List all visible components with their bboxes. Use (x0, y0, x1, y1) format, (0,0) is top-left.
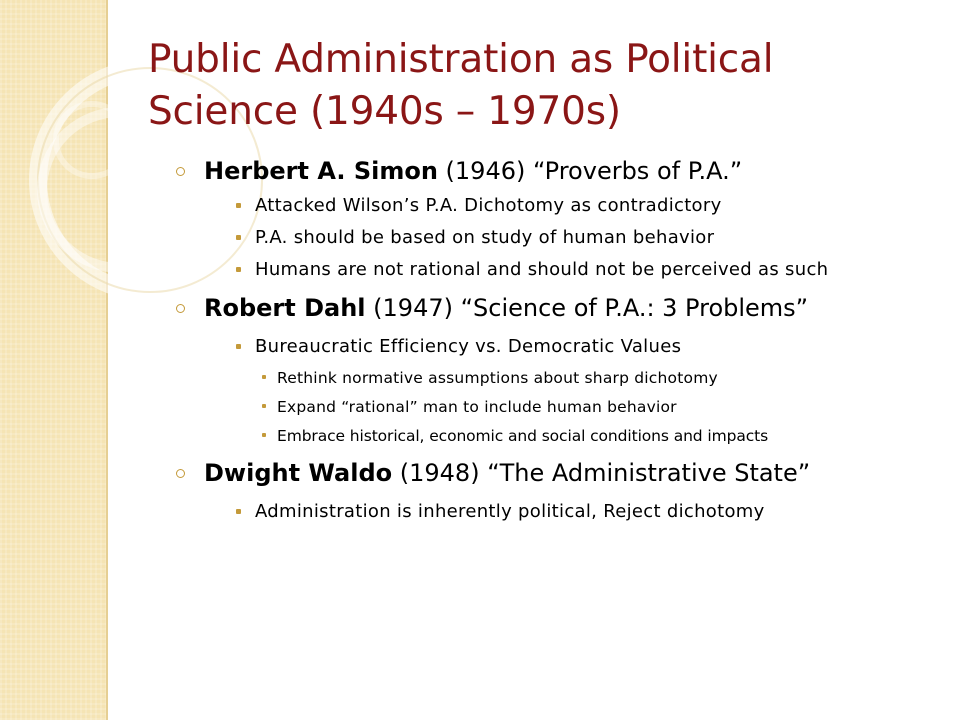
slide-body (150, 158, 930, 533)
list-item (150, 227, 930, 249)
bullet-icon (236, 344, 241, 349)
sub-list-item-text: Rethink normative assumptions about sharp dichotomy (277, 369, 718, 387)
section-name: Herbert A. Simon (204, 157, 438, 185)
section-subtitle: (1948) “The Administrative State” (392, 459, 811, 487)
list-item (150, 336, 930, 358)
sub-list-item (150, 426, 930, 446)
bullet-icon (236, 235, 241, 240)
sub-list-item (150, 368, 930, 388)
bullet-icon (236, 509, 241, 514)
sub-list-item-text: Expand “rational” man to include human behavior (277, 398, 677, 416)
bullet-icon (262, 433, 266, 437)
slide-title (148, 34, 928, 138)
list-item-text: Attacked Wilson’s P.A. Dichotomy as contradictory (255, 195, 722, 216)
side-band-edge (106, 0, 108, 720)
title-line-2: Science (1940s – 1970s) (148, 89, 621, 134)
bullet-icon (236, 267, 241, 272)
list-item-text: Humans are not rational and should not be perceived as such (255, 259, 829, 280)
ring-bullet-icon (176, 469, 185, 478)
bullet-icon (262, 375, 266, 379)
bullet-icon (236, 203, 241, 208)
list-item-text: P.A. should be based on study of human behavior (255, 227, 715, 248)
bullet-icon (262, 404, 266, 408)
section-name: Dwight Waldo (204, 459, 393, 487)
list-item-text: Administration is inherently political, Reject dichotomy (255, 501, 765, 522)
list-item-text: Bureaucratic Efficiency vs. Democratic Values (255, 336, 682, 357)
decorative-side-band (0, 0, 106, 720)
title-line-1: Public Administration as Political (148, 37, 774, 82)
section-waldo (124, 460, 844, 487)
ring-bullet-icon (176, 167, 185, 176)
section-dahl (124, 295, 824, 322)
sub-list-item (150, 397, 930, 417)
ring-bullet-icon (176, 304, 185, 313)
section-subtitle: (1947) “Science of P.A.: 3 Problems” (365, 294, 809, 322)
sub-list-item-text: Embrace historical, economic and social conditions and impacts (277, 427, 769, 445)
section-name: Robert Dahl (204, 294, 366, 322)
list-item (150, 195, 930, 217)
section-subtitle: (1946) “Proverbs of P.A.” (437, 157, 743, 185)
list-item (150, 259, 915, 281)
section-simon (124, 158, 930, 185)
list-item (150, 501, 930, 523)
